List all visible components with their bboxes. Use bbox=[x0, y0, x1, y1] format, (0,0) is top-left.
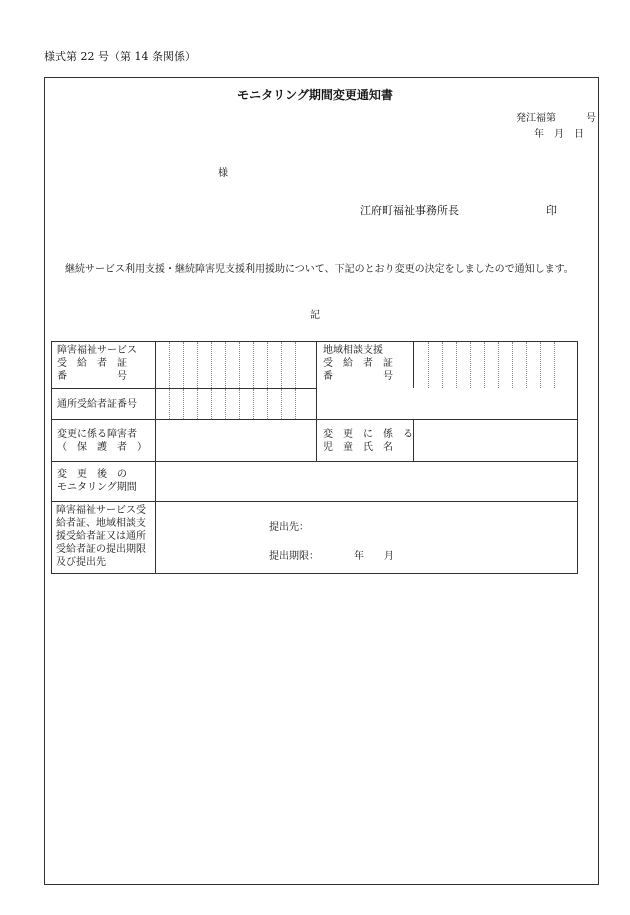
disability-cert-label: 障害福祉サービス 受 給 者 証 番 号 bbox=[57, 345, 137, 382]
seal-mark: 印 bbox=[546, 204, 557, 217]
submit-deadline: 提出期限： 年 月 bbox=[269, 551, 394, 562]
submit-to: 提出先： bbox=[269, 522, 309, 533]
notice-body: 継続サービス利用支援・継続障害児支援利用援助について、下記のとおり変更の決定をしましたので通知します。 bbox=[65, 264, 574, 275]
document-title: モニタリング期間変更通知書 bbox=[237, 88, 393, 102]
document-number: 発江福第 号 bbox=[516, 113, 596, 124]
person-label: 変更に係る障害者 （ 保 護 者 ） bbox=[57, 429, 147, 453]
form-number: 様式第 22 号（第 14 条関係） bbox=[44, 50, 196, 63]
community-cert-label: 地域相談支援 受 給 者 証 番 号 bbox=[323, 345, 393, 382]
sender-name: 江府町福祉事務所長 bbox=[360, 204, 459, 217]
child-label: 変 更 に 係 る 児 童 氏 名 bbox=[323, 429, 413, 453]
document-date: 年 月 日 bbox=[534, 129, 584, 140]
recipient-honorific: 様 bbox=[218, 168, 228, 179]
period-label: 変 更 後 の モニタリング期間 bbox=[57, 469, 137, 493]
submit-label: 障害福祉サービス受給者証、地域相談支援受給者証又は通所受給者証の提出期限及び提出先 bbox=[56, 505, 146, 568]
commuting-cert-label: 通所受給者証番号 bbox=[57, 399, 137, 410]
details-table bbox=[51, 341, 578, 574]
ki-heading: 記 bbox=[310, 310, 320, 321]
